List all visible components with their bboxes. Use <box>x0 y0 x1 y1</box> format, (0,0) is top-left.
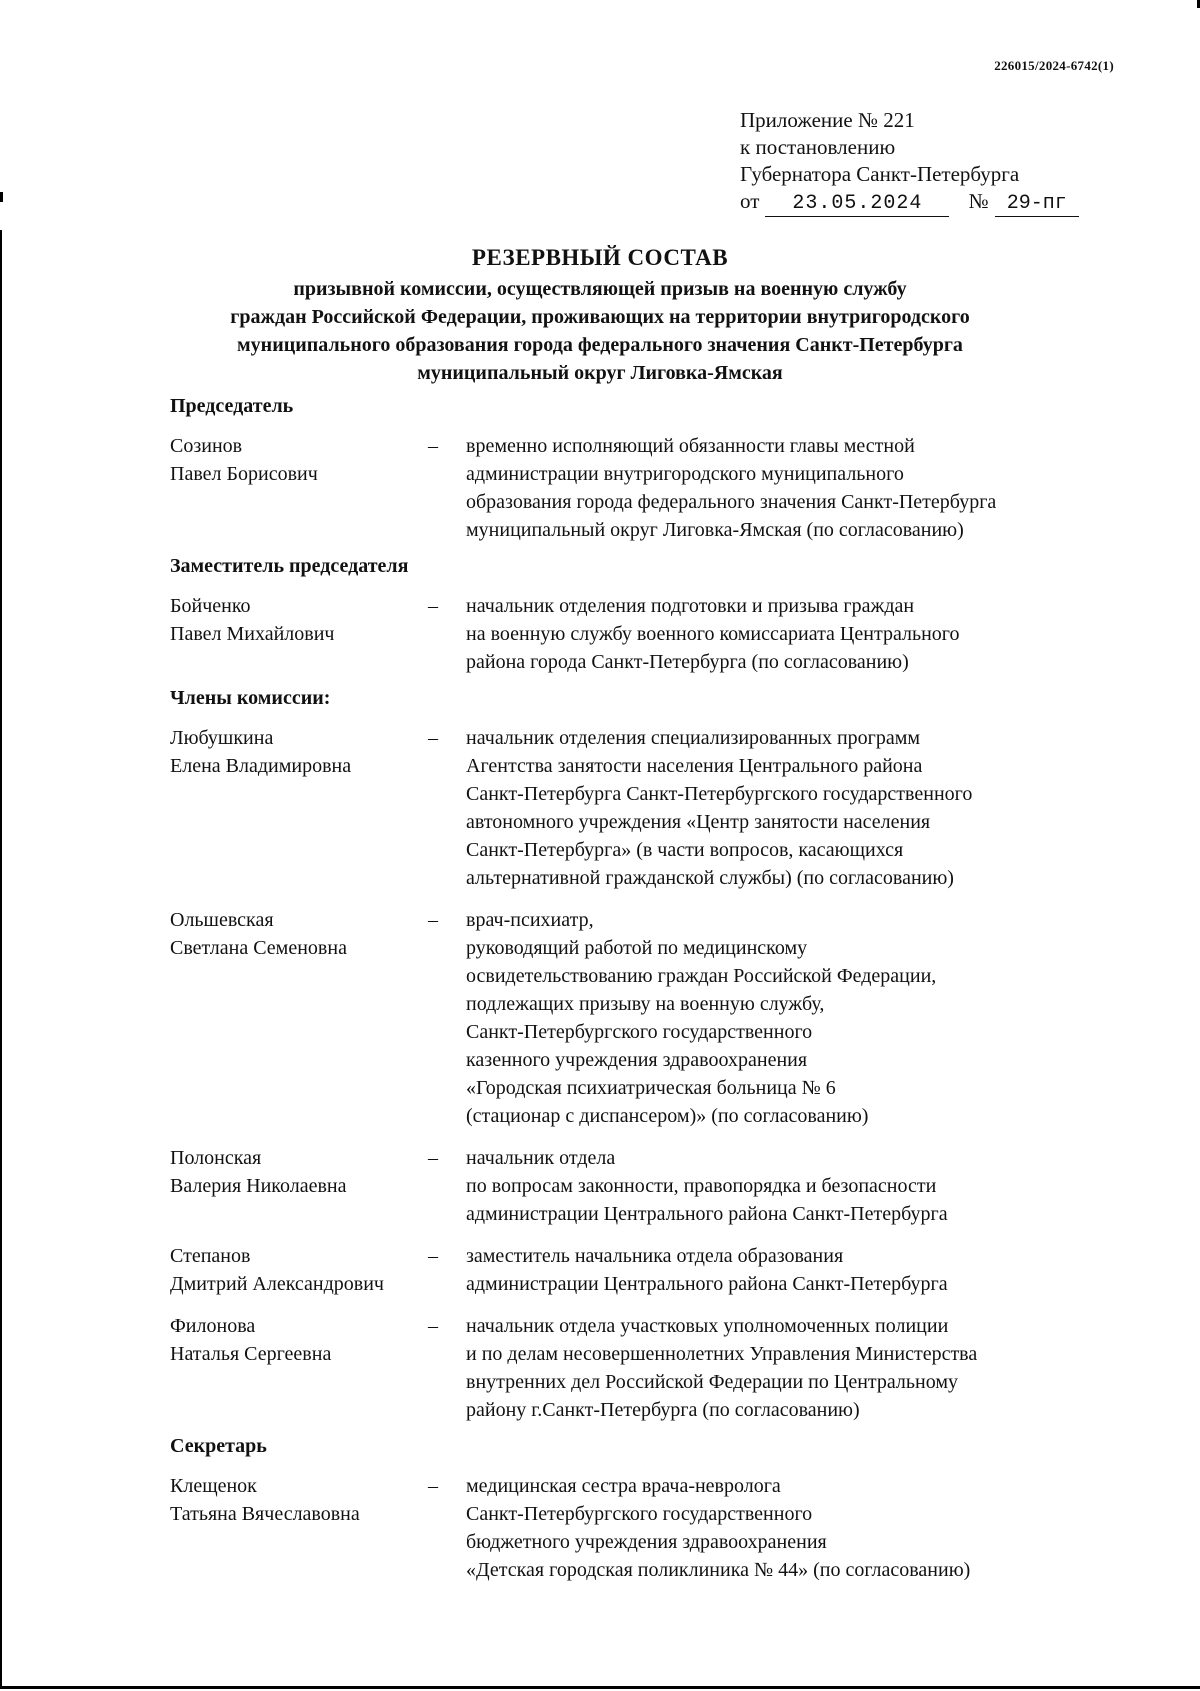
member-entry <box>170 1144 1130 1228</box>
section-heading: Заместитель председателя <box>170 555 409 577</box>
roster-section <box>170 552 1130 676</box>
document-title: РЕЗЕРВНЫЙ СОСТАВ <box>471 245 729 270</box>
member-entry <box>170 906 1130 1130</box>
member-name: Полонская Валерия Николаевна <box>170 1147 347 1197</box>
scan-border-bottom <box>0 1686 1200 1689</box>
member-role: временно исполняющий обязанности главы местной администрации внутригородского муниципального образования города федерального значения Санкт-Петербурга муниципальный округ Лиговка-Ямская (по согласованию) <box>466 435 997 541</box>
member-role: заместитель начальника отдела образования администрации Центрального района Санкт-Петербурга <box>466 1245 948 1295</box>
commission-roster <box>170 392 1130 1592</box>
member-role: начальник отделения специализированных программ Агентства занятости населения Центрального района Санкт-Петербурга Санкт-Петербургского государственного автономного учреждения «Центр занятости населения Санкт-Петербурга» (в части вопросов, касающихся альтернативной гражданской службы) (по согласованию) <box>466 727 973 889</box>
member-name: Клещенок Татьяна Вячеславовна <box>170 1475 360 1525</box>
document-registration-number: 226015/2024-6742(1) <box>994 58 1114 73</box>
roster-section <box>170 392 1130 544</box>
dash-separator: – <box>428 1147 438 1169</box>
member-entry <box>170 1242 1130 1298</box>
appendix-header <box>740 107 1140 217</box>
scan-border-left <box>0 230 2 1688</box>
section-heading: Члены комиссии: <box>170 687 331 709</box>
resolution-date: 23.05.2024 <box>765 192 949 217</box>
member-name: Любушкина Елена Владимировна <box>170 727 352 777</box>
title-block <box>80 243 1120 387</box>
dash-separator: – <box>428 1245 438 1267</box>
member-role: начальник отделения подготовки и призыва граждан на военную службу военного комиссариата Центрального района города Санкт-Петербурга (по согласованию) <box>466 595 960 673</box>
member-role: медицинская сестра врача-невролога Санкт-Петербургского государственного бюджетного учреждения здравоохранения «Детская городская поликлиника № 44» (по согласованию) <box>466 1475 971 1581</box>
dash-separator: – <box>428 435 438 457</box>
member-name: Созинов Павел Борисович <box>170 435 318 485</box>
roster-section <box>170 684 1130 1424</box>
section-heading: Председатель <box>170 395 294 417</box>
appendix-line: Губернатора Санкт-Петербурга <box>740 162 1020 186</box>
member-name: Бойченко Павел Михайлович <box>170 595 335 645</box>
date-prefix: от <box>740 189 760 213</box>
member-entry <box>170 432 1130 544</box>
member-name: Ольшевская Светлана Семеновна <box>170 909 347 959</box>
member-entry <box>170 724 1130 892</box>
member-entry <box>170 1312 1130 1424</box>
scan-mark <box>0 192 3 202</box>
member-role: врач-психиатр, руководящий работой по медицинскому освидетельствованию граждан Российской Федерации, подлежащих призыву на военную службу, Санкт-Петербургского государственного казенного учреждения здравоохранения «Городская психиатрическая больница № 6 (стационар с диспансером)» (по согласованию) <box>466 909 937 1127</box>
dash-separator: – <box>428 727 438 749</box>
number-prefix: № <box>968 189 989 213</box>
member-name: Филонова Наталья Сергеевна <box>170 1315 332 1365</box>
member-role: начальник отдела участковых уполномоченных полиции и по делам несовершеннолетних Управления Министерства внутренних дел Российской Федерации по Центральному району г.Санкт-Петербурга (по согласованию) <box>466 1315 978 1421</box>
roster-section <box>170 1432 1130 1584</box>
appendix-line: Приложение № 221 <box>740 108 915 132</box>
section-heading: Секретарь <box>170 1435 267 1457</box>
dash-separator: – <box>428 595 438 617</box>
dash-separator: – <box>428 1315 438 1337</box>
resolution-number: 29-пг <box>995 192 1079 217</box>
member-role: начальник отдела по вопросам законности, правопорядка и безопасности администрации Центрального района Санкт-Петербурга <box>466 1147 948 1225</box>
document-subtitle: призывной комиссии, осуществляющей призыв на военную службу граждан Российской Федерации, проживающих на территории внутригородского муниципального образования города федерального значения Санкт-Петербурга муниципальный округ Лиговка-Ямская <box>230 278 970 384</box>
member-entry <box>170 592 1130 676</box>
dash-separator: – <box>428 909 438 931</box>
dash-separator: – <box>428 1475 438 1497</box>
appendix-date-line <box>740 188 1140 217</box>
member-entry <box>170 1472 1130 1584</box>
member-name: Степанов Дмитрий Александрович <box>170 1245 384 1295</box>
appendix-line: к постановлению <box>740 135 896 159</box>
